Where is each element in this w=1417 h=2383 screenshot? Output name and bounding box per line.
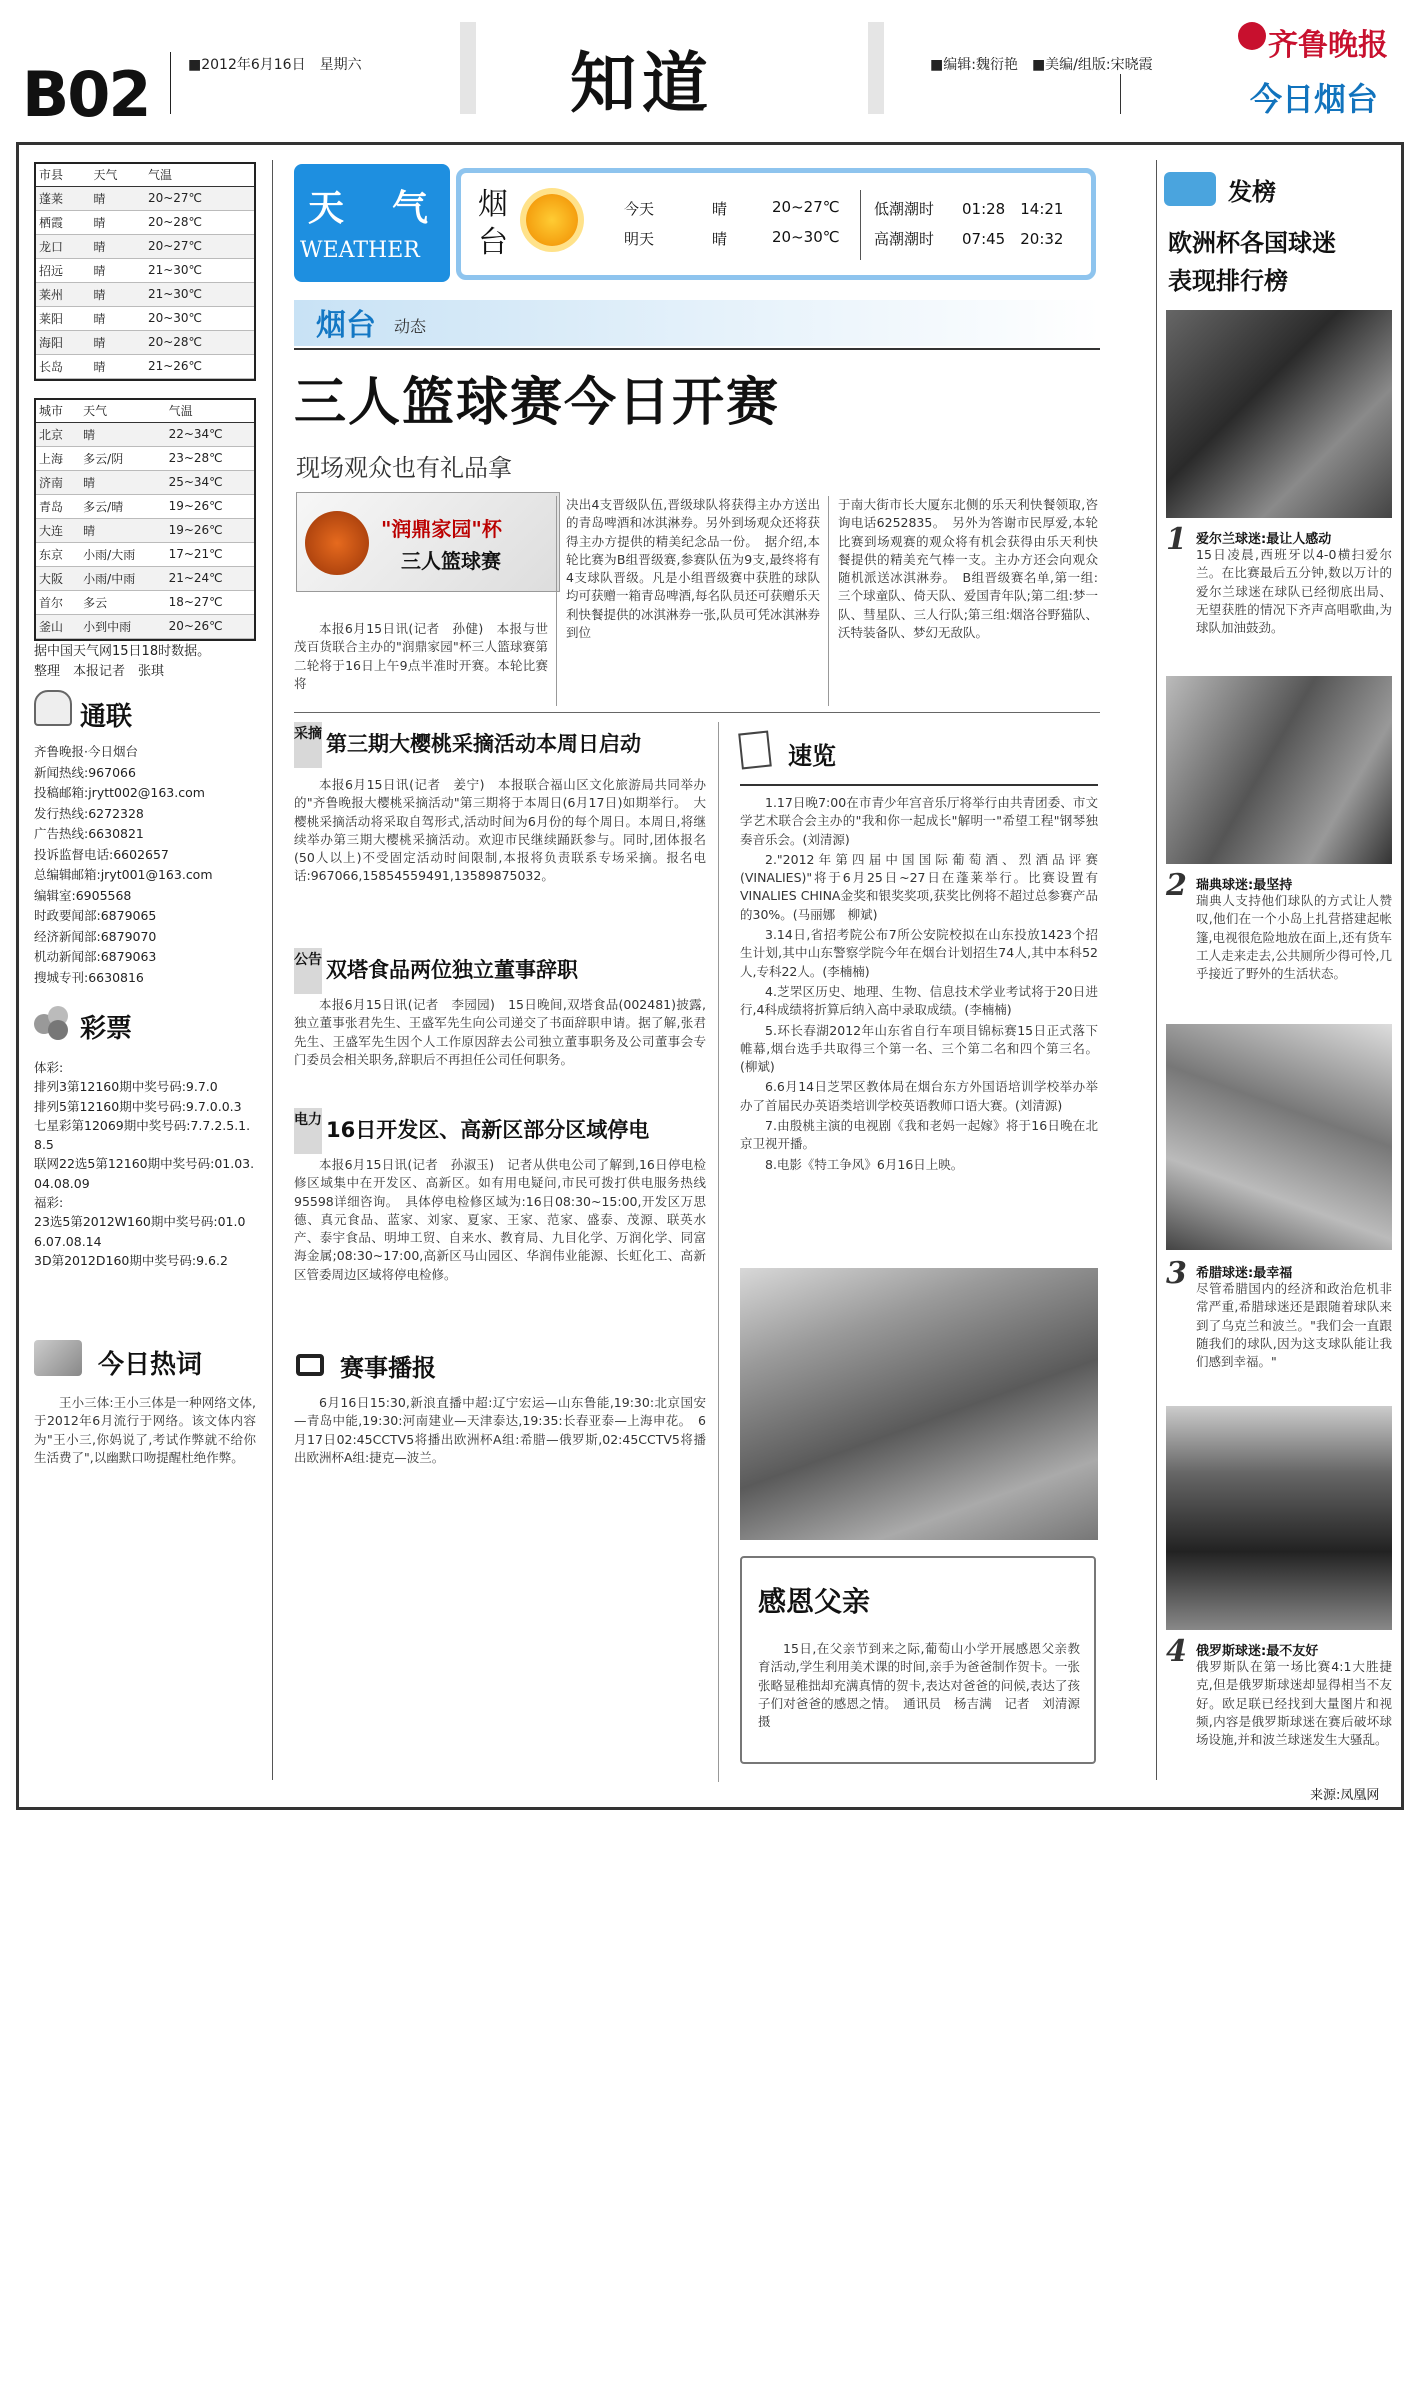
sweden-fans-photo — [1166, 676, 1392, 864]
hotword-text: 王小三体:王小三体是一种网络文体,于2012年6月流行于网络。该文体内容为"王小三,你妈说了,考试作弊就不给你生活费了",以幽默口吻提醒杜绝作弊。 — [34, 1395, 256, 1465]
low-tide-times: 01:28 14:21 — [962, 200, 1064, 218]
father-caption: 15日,在父亲节到来之际,葡萄山小学开展感恩父亲教育活动,学生利用美术课的时间,亲手为爸爸制作贺卡。一张张略显稚拙却充满真情的贺卡,表达对爸爸的问候,表达了孩子们对爸爸的感恩之情。 通讯员 杨吉满 记者 刘清源 摄 — [758, 1641, 1093, 1730]
rank-text: 瑞典人支持他们球队的方式让人赞叹,他们在一个小岛上扎营搭建起帐篷,电视很危险地放在面上,还有货车工人走来走去,公共厕所少得可怜,几乎接近了野外的生活状态。 — [1196, 893, 1392, 982]
hotword-icon — [34, 1340, 82, 1376]
table-row: 莱州 晴 21~30℃ — [36, 282, 254, 306]
lottery-balls-icon — [34, 1006, 72, 1040]
today-weather: 晴 — [712, 200, 728, 218]
tomorrow-weather: 晴 — [712, 230, 728, 248]
greece-fans-photo — [1166, 1024, 1392, 1250]
lead-col-2: 决出4支晋级队伍,晋级球队将获得主办方送出的青岛啤酒和冰淇淋券。另外到场观众还将获得主办方提供的精美纪念品一份。 据介绍,本轮比赛为B组晋级赛,参赛队伍为9支,最终将有4支球队晋级。凡是小组晋级赛中获胜的球队均可获赠一箱青岛啤酒,每名队员还可获赠乐天利快餐提供的冰淇淋券一张,队员可凭冰淇淋券到位 — [566, 497, 820, 641]
rank-text: 15日凌晨,西班牙以4-0横扫爱尔兰。在比赛最后五分钟,数以万计的爱尔兰球迷在球队已经彻底出局、无望获胜的情况下齐声高唱歌曲,为球队加油鼓劲。 — [1196, 547, 1392, 636]
table-row: 北京 晴 22~34℃ — [36, 422, 254, 446]
weather-label-cn: 天 气 — [308, 188, 435, 229]
power-tag: 电力 — [294, 1108, 322, 1154]
section-divider-right — [868, 22, 884, 114]
table-row: 青岛 多云/晴 19~26℃ — [36, 494, 254, 518]
table-row: 大阪 小雨/中雨 21~24℃ — [36, 566, 254, 590]
resign-text: 本报6月15日讯(记者 李园园) 15日晚间,双塔食品(002481)披露,独立董事张君先生、王盛军先生向公司递交了书面辞职申请。据了解,张君先生、王盛军先生因个人工作原因辞去公司独立董事职务及公司董事会专门委员会相关职务,辞职后不再担任公司任何职务。 — [294, 997, 706, 1067]
table-row: 长岛 晴 21~26℃ — [36, 354, 254, 378]
table-row: 栖霞 晴 20~28℃ — [36, 210, 254, 234]
table-row: 东京 小雨/大雨 17~21℃ — [36, 542, 254, 566]
power-text: 本报6月15日讯(记者 孙淑玉) 记者从供电公司了解到,16日停电检修区域集中在开发区、高新区。如有用电疑问,市民可拨打供电服务热线95598详细咨询。 具体停电检修区域为:16日08:30~15:00,开发区万思德、真元食品、蓝家、刘家、夏家、王家、范家、盛泰、茂源、联英水产、泰宇食品、明坤工贸、自来水、教育局、九目化学、万润化学、同富海金属;08:30~17:00,高新区马山园区、华润伟业能源、长虹化工、高新区管委周边区域将停电检修。 — [294, 1157, 706, 1282]
rank-text: 俄罗斯队在第一场比赛4:1大胜捷克,但是俄罗斯球迷却显得相当不友好。欧足联已经找到大量图片和视频,内容是俄罗斯球迷在赛后破坏球场设施,并和波兰球迷发生大骚乱。 — [1196, 1659, 1392, 1748]
cherry-text: 本报6月15日讯(记者 姜宁) 本报联合福山区文化旅游局共同举办的"齐鲁晚报大樱桃采摘活动"第三期将于本周日(6月17日)如期举行。 大樱桃采摘活动将采取自驾形式,活动时间为6月份的每个周日。本周日,将继续举办第三期大樱桃采摘活动。欢迎市民继续踊跃参与。同时,团体报名(50人以上)不受固定活动时间限制,本报将负责联系专场采摘。报名电话:967066,15854559491,13589875032。 — [294, 777, 706, 884]
basketball-logo — [296, 492, 560, 592]
pointer-hand-icon — [34, 690, 72, 726]
rank-heading: 俄罗斯球迷:最不友好 — [1196, 1644, 1319, 1659]
ireland-fans-photo — [1166, 310, 1392, 518]
today-temp: 20~27℃ — [772, 198, 840, 216]
children-holding-cards-photo — [740, 1268, 1098, 1540]
table-row: 海阳 晴 20~28℃ — [36, 330, 254, 354]
rank-number: 2 — [1166, 868, 1187, 903]
page-number: B02 — [22, 58, 150, 131]
forecast-city: 烟台 — [478, 187, 508, 260]
list-item: 4.芝罘区历史、地理、生物、信息技术学业考试将于20日进行,4科成绩将折算后纳入高中录取成绩。(李楠楠) — [740, 983, 1098, 1018]
tomorrow-temp: 20~30℃ — [772, 228, 840, 246]
low-tide-label: 低潮潮时 — [874, 200, 935, 218]
section-title: 知道 — [570, 45, 714, 122]
tomorrow-label: 明天 — [624, 230, 655, 248]
today-label: 今天 — [624, 200, 655, 218]
table-row: 首尔 多云 18~27℃ — [36, 590, 254, 614]
issue-date: ■2012年6月16日 星期六 — [188, 57, 362, 73]
sun-icon — [526, 194, 578, 246]
rank-number: 3 — [1166, 1256, 1187, 1291]
logo-icon — [1238, 22, 1266, 50]
resign-headline: 双塔食品两位独立董事辞职 — [326, 958, 578, 982]
lead-col-3: 于南大街市长大厦东北侧的乐天利快餐领取,咨询电话6252835。 另外为答谢市民厚爱,本轮比赛到场观赛的观众将有机会获得由乐天利快餐提供的精美充气棒一支。主办方还会向观众随机派送冰淇淋券。 B组晋级赛名单,第一组:三个球童队、倚天队、爱国青年队;第二组:梦一队、彗星队、三人行队;第三组:烟洛谷野猫队、沃特装备队、梦幻无敌队。 — [838, 497, 1098, 641]
rank-heading: 瑞典球迷:最坚持 — [1196, 878, 1293, 893]
rank-heading: 爱尔兰球迷:最让人感动 — [1196, 532, 1332, 547]
contact-list: 齐鲁晚报·今日烟台 新闻热线:967066 投稿邮箱:jrytt002@163.com 发行热线:6272328 广告热线:6630821 投诉监督电话:6602657 总编辑邮箱:jryt001@163.com 编辑室:6905568 时政要闻部:6879065 经济新闻部:6879070 机动新闻部:6879063 搜城专刊:6630816 — [34, 744, 213, 985]
newspaper-logo: 齐鲁晚报 — [1268, 28, 1388, 63]
list-item: 8.电影《特工争风》6月16日上映。 — [765, 1156, 964, 1172]
high-tide-times: 07:45 20:32 — [962, 230, 1064, 248]
table-row: 上海 多云/阴 23~28℃ — [36, 446, 254, 470]
russia-fans-police-photo — [1166, 1406, 1392, 1630]
broadcast-title: 赛事播报 — [340, 1354, 436, 1382]
table-row: 济南 晴 25~34℃ — [36, 470, 254, 494]
rank-number: 4 — [1166, 1634, 1187, 1669]
weather-source: 据中国天气网15日18时数据。 — [34, 644, 211, 659]
brief-list — [740, 794, 1098, 1174]
ranking-headline: 欧洲杯各国球迷 表现排行榜 — [1168, 229, 1336, 295]
lead-subtitle: 现场观众也有礼品拿 — [296, 454, 512, 482]
cherry-tag: 采摘 — [294, 722, 322, 768]
notepad-icon — [738, 731, 772, 770]
logo-cup-name: "润鼎家园"杯 — [381, 517, 502, 541]
rank-heading: 希腊球迷:最幸福 — [1196, 1266, 1293, 1281]
basketball-icon — [305, 511, 369, 575]
list-item: 2."2012年第四届中国国际葡萄酒、烈酒品评赛(VINALIES)"将于6月25日~27日在蓬莱举行。比赛设置有VINALIES CHINA金奖和银奖奖项,获奖比例将不超过总参赛产品的30%。(马丽娜 柳斌) — [740, 851, 1098, 922]
logo-event-name: 三人篮球赛 — [401, 549, 501, 573]
edition-name: 今日烟台 — [1250, 80, 1379, 118]
father-headline: 感恩父亲 — [758, 1585, 871, 1618]
lottery-results: 体彩: 排列3第12160期中奖号码:9.7.0 排列5第12160期中奖号码:9.7.0.0.3 七星彩第12069期中奖号码:7.7.2.5.1.8.5 联网22选5第12160期中奖号码:01.03.04.08.09 福彩: 23选5第2012W160期中奖号码:01.06.07.08.14 3D第2012D160期中奖号码:9.6.2 — [34, 1060, 255, 1268]
city-weather-table: 城市 天气 气温 北京 晴 22~34℃ 上海 多云/阴 23~28℃ 济南 晴 25~34℃ 青岛 多云/晴 19~26℃ 大连 晴 19~26℃ 东京 小雨/大雨 17~21℃ 大阪 小雨/中雨 21~24℃ 首尔 多云 18~27℃ 釜山 小到中雨 20~26℃ — [34, 398, 256, 641]
list-item: 5.环长春湖2012年山东省自行车项目锦标赛15日正式落下帷幕,烟台选手共取得三个第一名、三个第二名和四个第三名。(柳斌) — [740, 1022, 1098, 1075]
list-item: 7.由殷桃主演的电视剧《我和老妈一起嫁》将于16日晚在北京卫视开播。 — [740, 1118, 1098, 1152]
editor-credit: ■编辑:魏衍艳 ■美编/组版:宋晓霞 — [930, 57, 1153, 73]
table-row: 大连 晴 19~26℃ — [36, 518, 254, 542]
lead-col-1: 本报6月15日讯(记者 孙健) 本报与世茂百货联合主办的"润鼎家园"杯三人篮球赛第二轮将于16日上午9点半准时开赛。本轮比赛将 — [294, 621, 548, 691]
ranking-tag: 发榜 — [1228, 178, 1276, 206]
lottery-title: 彩票 — [80, 1014, 133, 1044]
list-item: 1.17日晚7:00在市青少年宫音乐厅将举行由共青团委、市文学艺术联合会主办的"我和你一起成长"解明一"希望工程"钢琴独奏音乐会。(刘清源) — [740, 795, 1098, 847]
table-row: 釜山 小到中雨 20~26℃ — [36, 614, 254, 638]
section-divider-left — [460, 22, 476, 114]
puzzle-icon — [1164, 172, 1216, 206]
table-row: 招远 晴 21~30℃ — [36, 258, 254, 282]
contact-title: 通联 — [80, 702, 133, 732]
table-row: 蓬莱 晴 20~27℃ — [36, 186, 254, 210]
weather-label-en: WEATHER — [300, 238, 420, 263]
rank-text: 尽管希腊国内的经济和政治危机非常严重,希腊球迷还是跟随着球队来到了乌克兰和波兰。"我们会一直跟随我们的球队,因为这支球队能让我们感到幸福。" — [1196, 1281, 1392, 1370]
hotword-title: 今日热词 — [98, 1350, 203, 1380]
cherry-headline: 第三期大樱桃采摘活动本周日启动 — [326, 732, 641, 756]
broadcast-text: 6月16日15:30,新浪直播中超:辽宁宏运—山东鲁能,19:30:北京国安—青岛中能,19:30:河南建业—天津泰达,19:35:长春亚泰—上海申花。 6月17日02:45CCTV5将播出欧洲杯A组:希腊—俄罗斯,02:45CCTV5将播出欧洲杯A组:捷克—波兰。 — [294, 1395, 706, 1465]
tv-icon — [296, 1354, 324, 1376]
rank-number: 1 — [1166, 522, 1187, 557]
local-news-sub: 动态 — [394, 317, 427, 336]
local-news-title: 烟台 — [316, 308, 376, 343]
resign-tag: 公告 — [294, 948, 322, 994]
weather-credit: 整理 本报记者 张琪 — [34, 664, 165, 679]
ranking-source: 来源:凤凰网 — [1310, 1788, 1380, 1803]
table-row: 龙口 晴 20~27℃ — [36, 234, 254, 258]
list-item: 3.14日,省招考院公布7所公安院校拟在山东投放1423个招生计划,其中山东警察学院今年在烟台计划招生74人,其中本科52人,专科22人。(李楠楠) — [740, 927, 1098, 979]
weather-table: 市县 天气 气温 蓬莱 晴 20~27℃ 栖霞 晴 20~28℃ 龙口 晴 20~27℃ 招远 晴 21~30℃ 莱州 晴 21~30℃ 莱阳 晴 20~30℃ 海阳 晴 20~28℃ 长岛 晴 21~26℃ — [34, 162, 256, 381]
high-tide-label: 高潮潮时 — [874, 230, 935, 248]
list-item: 6.6月14日芝罘区教体局在烟台东方外国语培训学校举办举办了首届民办英语类培训学校英语教师口语大赛。(刘清源) — [740, 1079, 1098, 1113]
power-headline: 16日开发区、高新区部分区域停电 — [326, 1118, 650, 1142]
brief-title: 速览 — [788, 742, 836, 770]
lead-headline: 三人篮球赛今日开赛 — [294, 373, 781, 433]
table-row: 莱阳 晴 20~30℃ — [36, 306, 254, 330]
